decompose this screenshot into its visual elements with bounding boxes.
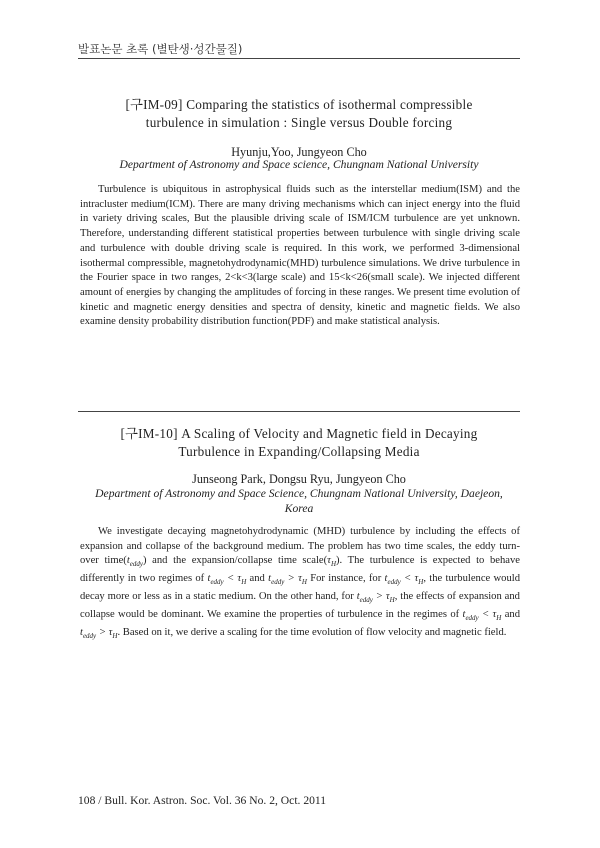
abstract2-title bbox=[78, 425, 520, 461]
tau-h-symbol: $\tau_H$ bbox=[327, 555, 336, 569]
abstract1-title-line1: [구IM-09] Comparing the statistics of isothermal compressible bbox=[125, 97, 473, 112]
abstract2-paragraph bbox=[80, 525, 520, 643]
t-eddy-gt-tau-h: $t_{eddy} > \tau_H$ bbox=[356, 591, 395, 605]
t-eddy-lt-tau-h: $t_{eddy} < \tau_H$ bbox=[207, 573, 247, 587]
text-run: For instance, for bbox=[310, 573, 385, 585]
abstract2-affiliation bbox=[78, 486, 520, 516]
running-header: 발표논문 초록 (별탄생·성간물질) bbox=[78, 42, 243, 56]
text-run: and bbox=[501, 608, 520, 620]
t-eddy-lt-tau-h: $t_{eddy} < \tau_H$ bbox=[462, 608, 502, 622]
abstract2-title-line1: [구IM-10] A Scaling of Velocity and Magnetic field in Decaying bbox=[120, 426, 478, 441]
text-run: We investigate decaying magnetohydrodynamic (MHD) turbulence by including the effects of expansion and collapse of the background medium. The problem has two time scales, the eddy turn-over time( bbox=[80, 526, 520, 567]
t-eddy-gt-tau-h: $t_{eddy} > \tau_H$ bbox=[80, 626, 118, 640]
abstract2-body bbox=[80, 525, 520, 643]
abstract1-title bbox=[78, 96, 520, 132]
t-eddy-lt-tau-h: $t_{eddy} < \tau_H$ bbox=[384, 573, 424, 587]
text-run: ) and the expansion/collapse time scale( bbox=[143, 555, 328, 567]
text-run: , the effects of expansion and collapse would be dominant. We examine the properties of turbulence in the regimes of bbox=[80, 591, 520, 620]
text-run: . Based on it, we derive a scaling for the time evolution of flow velocity and magnetic field. bbox=[117, 626, 507, 638]
page-footer-citation: 108 / Bull. Kor. Astron. Soc. Vol. 36 No. 2, Oct. 2011 bbox=[78, 794, 327, 807]
text-run: ). The turbulence is expected to behave differently in two regimes of bbox=[80, 555, 520, 585]
abstract1-body bbox=[80, 183, 520, 330]
t-eddy-gt-tau-h: $t_{eddy} > \tau_H$ bbox=[268, 573, 307, 587]
text-run: , the turbulence would decay more or less as in a static medium. On the other hand, for bbox=[80, 573, 520, 603]
abstract1-title-line2: turbulence in simulation : Single versus Double forcing bbox=[145, 115, 453, 130]
abstract2-affiliation-line1: Department of Astronomy and Space Science, Chungnam National University, Daejeon, bbox=[95, 487, 503, 500]
abstract1-affiliation: Department of Astronomy and Space science, Chungnam National University bbox=[119, 158, 479, 171]
t-eddy-symbol: $t_{eddy}$ bbox=[126, 555, 143, 569]
abstract1-paragraph: Turbulence is ubiquitous in astrophysical fluids such as the interstellar medium(ISM) and the intracluster medium(ICM). There are many driving mechanisms which can inject energy into the fluid in variety driving scales, But the plausible driving scale of ISM/ICM turbulence are yet unknown. Therefore, understanding different statistical properties between turbulence with single driving scale and turbulence with double driving scale is required. In this work, we performed 3-dimensional isothermal compressible, magnetohydrodynamic(MHD) turbulence simulations. We drive turbulence in the Fourier space in two ranges, 2<k<3(large scale) and 15<k<26(small scale). We injected different amount of energies by changing the amplitudes of forcing in these ranges. We present time evolution of kinetic and magnetic energy densities and spectra of density, kinetic and magnetic fields. We also examine density probability distribution function(PDF) and make statistical analysis. bbox=[80, 184, 520, 328]
abstract1-authors: Hyunju,Yoo, Jungyeon Cho bbox=[231, 145, 367, 159]
abstract2-authors: Junseong Park, Dongsu Ryu, Jungyeon Cho bbox=[192, 472, 406, 486]
abstract2-title-line2: Turbulence in Expanding/Collapsing Media bbox=[178, 444, 420, 459]
abstract2-affiliation-line2: Korea bbox=[284, 502, 314, 515]
text-run: and bbox=[246, 573, 269, 585]
header-rule bbox=[78, 58, 520, 59]
section-divider bbox=[78, 411, 520, 412]
